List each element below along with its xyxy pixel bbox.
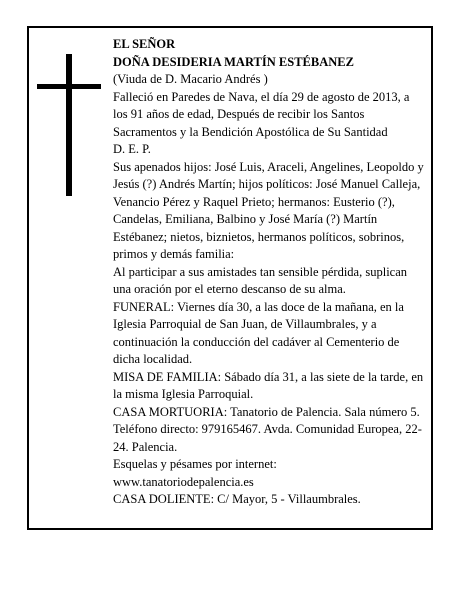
family-mass-info: MISA DE FAMILIA: Sábado día 31, a las siete de la tarde, en la misma Iglesia Parroquial. bbox=[113, 369, 424, 401]
mortuary-info: CASA MORTUORIA: Tanatorio de Palencia. Sala número 5. Teléfono directo: 979165467. Avda. Comunidad Europea, 22-24. Palencia. bbox=[113, 404, 422, 454]
death-notice: Falleció en Paredes de Nava, el día 29 de agosto de 2013, a los 91 años de edad, Después de recibir los Santos Sacramentos y la Bendición Apostólica de Su Santidad bbox=[113, 89, 410, 139]
cross-icon bbox=[66, 54, 72, 196]
website: www.tanatoriodepalencia.es bbox=[113, 474, 254, 489]
title-line: EL SEÑOR bbox=[113, 37, 176, 51]
deceased-name: DOÑA DESIDERIA MARTÍN ESTÉBANEZ bbox=[113, 54, 354, 69]
funeral-info: FUNERAL: Viernes día 30, a las doce de la mañana, en la Iglesia Parroquial de San Juan, de Villaumbrales, y a continuación la conducción del cadáver al Cementerio de dicha localidad. bbox=[113, 299, 404, 366]
cross-icon-crossbar bbox=[37, 84, 101, 89]
mourning-house: CASA DOLIENTE: C/ Mayor, 5 - Villaumbrales. bbox=[113, 492, 361, 506]
internet-notice: Esquelas y pésames por internet: bbox=[113, 457, 277, 471]
prayer-request: Al participar a sus amistades tan sensible pérdida, suplican una oración por el eterno descanso de su alma. bbox=[113, 264, 408, 296]
widow-note: (Viuda de D. Macario Andrés ) bbox=[113, 72, 268, 86]
dep: D. E. P. bbox=[113, 142, 151, 156]
obituary-text bbox=[113, 36, 424, 509]
family-list: Sus apenados hijos: José Luis, Araceli, Angelines, Leopoldo y Jesús (?) Andrés Martín; hijos políticos: José Manuel Calleja, Venancio Pérez y Raquel Prieto; hermanos: Eusterio (?), Candelas, Emiliana, Balbino y José María (?) Martín Estébanez; nietos, biznietos, hermanos políticos, sobrinos, primos y demás familia: bbox=[113, 159, 424, 261]
